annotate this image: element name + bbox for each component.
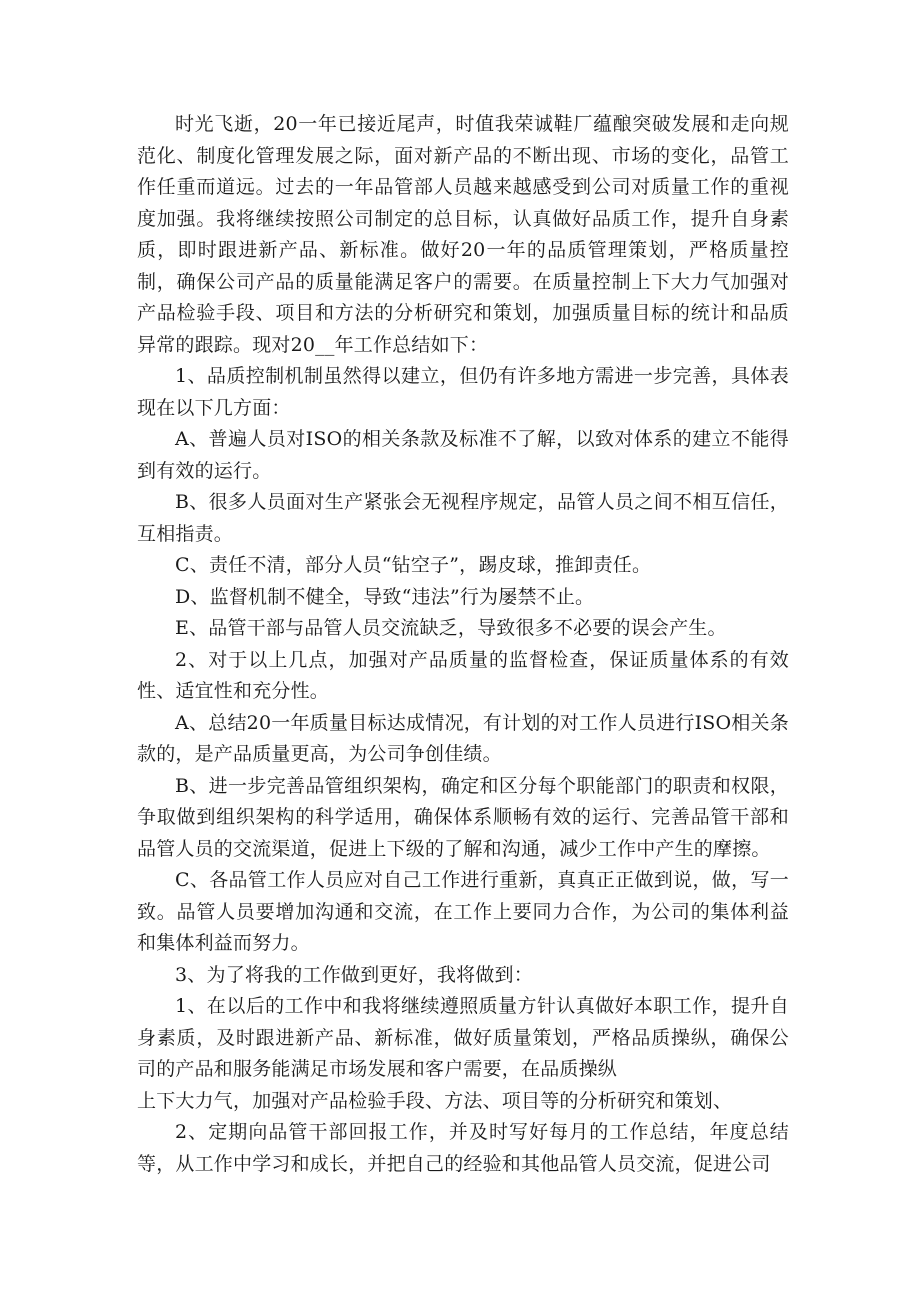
paragraph-point-1b: B、很多人员面对生产紧张会无视程序规定，品管人员之间不相互信任，互相指责。 xyxy=(137,491,789,545)
paragraph-point-2a: A、总结20一年质量目标达成情况，有计划的对工作人员进行ISO相关条款的，是产品质量更高，为公司争创佳绩。 xyxy=(137,711,789,765)
paragraph-point-2: 2、对于以上几点，加强对产品质量的监督检查，保证质量体系的有效性、适宜性和充分性。 xyxy=(137,648,789,702)
paragraph-point-2b: B、进一步完善品管组织架构，确定和区分每个职能部门的职责和权限，争取做到组织架构的科学适用，确保体系顺畅有效的运行、完善品管干部和品管人员的交流渠道，促进上下级的了解和沟通，减少工作中产生的摩擦。 xyxy=(137,774,789,860)
paragraph-point-1: 1、品质控制机制虽然得以建立，但仍有许多地方需进一步完善，具体表现在以下几方面： xyxy=(137,365,789,419)
paragraph-point-1e: E、品管干部与品管人员交流缺乏，导致很多不必要的误会产生。 xyxy=(175,617,727,639)
paragraph-intro: 时光飞逝，20一年已接近尾声，时值我荣诚鞋厂蕴酿突破发展和走向规范化、制度化管理发展之际，面对新产品的不断出现、市场的变化，品管工作任重而道远。过去的一年品管部人员越来越感受到公司对质量工作的重视度加强。我将继续按照公司制定的总目标，认真做好品质工作，提升自身素质，即时跟进新产品、新标准。做好20一年的品质管理策划，严格质量控制，确保公司产品的质量能满足客户的需要。在质量控制上下大力气加强对产品检验手段、项目和方法的分析研究和策划，加强质量目标的统计和品质异常的跟踪。现对20__年工作总结如下： xyxy=(137,113,789,356)
paragraph-point-1d: D、监督机制不健全，导致“违法”行为屡禁不止。 xyxy=(175,585,595,608)
paragraph-point-3-1-continued: 上下大力气，加强对产品检验手段、方法、项目等的分析研究和策划、 xyxy=(137,1089,733,1112)
paragraph-point-3-1: 1、在以后的工作中和我将继续遵照质量方针认真做好本职工作，提升自身素质，及时跟进新产品、新标准，做好质量策划，严格品质操纵，确保公司的产品和服务能满足市场发展和客户需要，在品质操纵 xyxy=(137,995,789,1080)
paragraph-point-1c: C、责任不清，部分人员“钻空子”，踢皮球，推卸责任。 xyxy=(175,554,652,576)
document-page xyxy=(137,109,789,1180)
paragraph-point-3-2: 2、定期向品管干部回报工作，并及时写好每月的工作总结，年度总结等，从工作中学习和成长，并把自己的经验和其他品管人员交流，促进公司 xyxy=(137,1121,789,1175)
paragraph-point-2c: C、各品管工作人员应对自己工作进行重新，真真正正做到说，做，写一致。品管人员要增加沟通和交流，在工作上要同力合作，为公司的集体利益和集体利益而努力。 xyxy=(137,869,789,954)
paragraph-point-1a: A、普遍人员对ISO的相关条款及标准不了解，以致对体系的建立不能得到有效的运行。 xyxy=(137,428,789,482)
paragraph-point-3: 3、为了将我的工作做到更好，我将做到： xyxy=(175,963,533,986)
